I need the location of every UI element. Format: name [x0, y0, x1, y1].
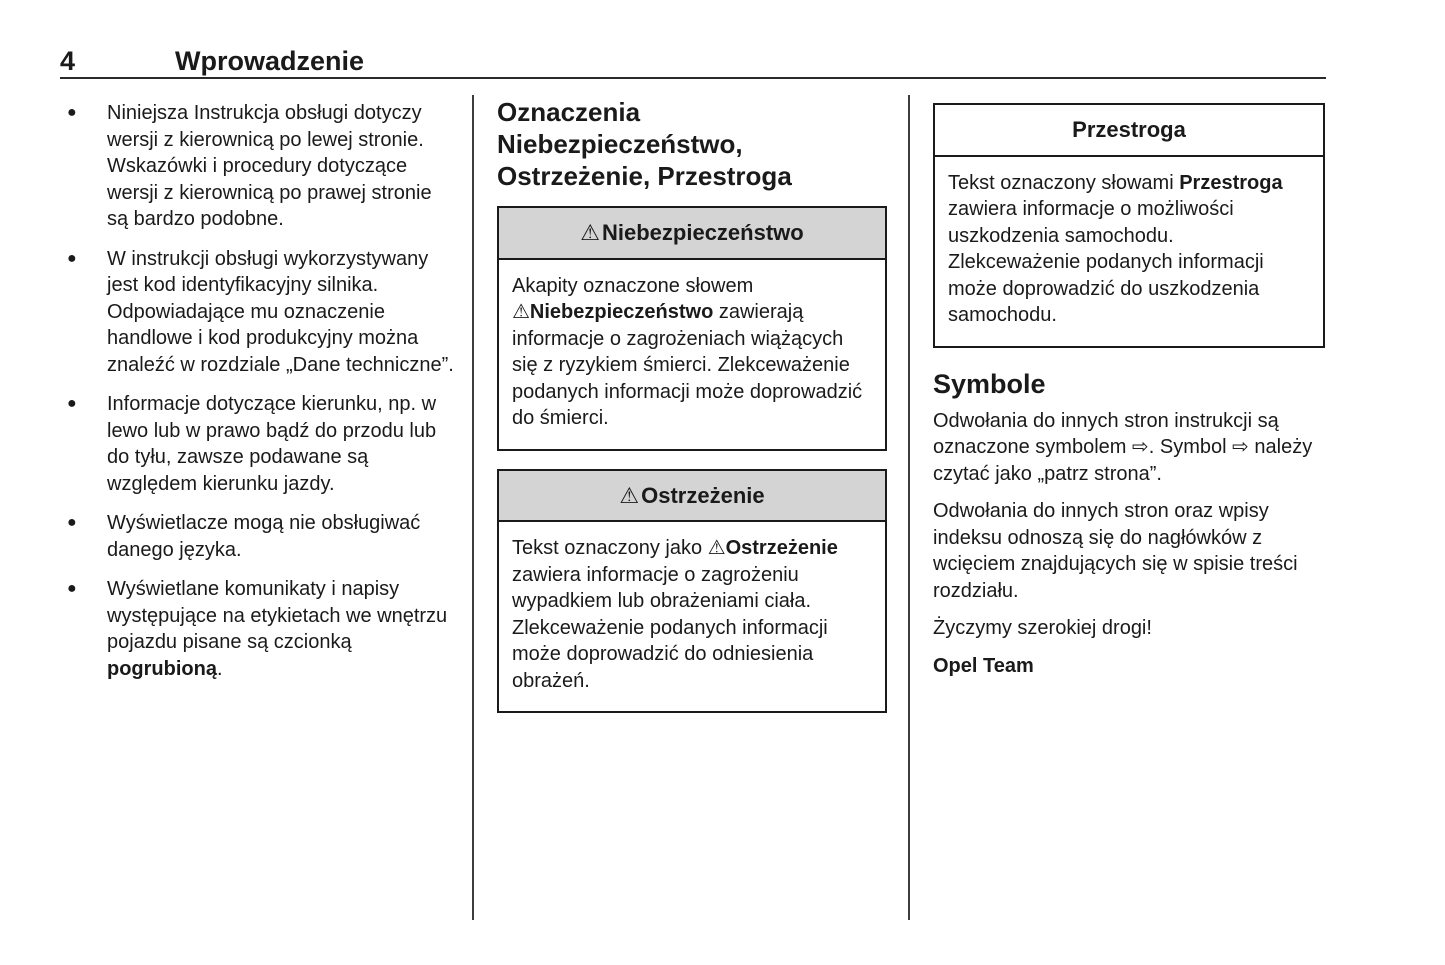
- intro-bullet-list: [60, 100, 456, 682]
- bullet-text: Niniejsza Instrukcja obsługi dotyczy wersji z kierownicą po lewej stronie. Wskazówki i procedury dotyczące wersji z kierownicą po prawej stronie są bardzo podobne.: [107, 102, 432, 230]
- bullet-icon: ●: [67, 249, 77, 267]
- column-symbols: [933, 103, 1325, 679]
- list-item: [60, 510, 456, 563]
- closing-line: Życzymy szerokiej drogi!: [933, 617, 1152, 639]
- warning-box-header: [499, 471, 885, 523]
- symbols-paragraph: Odwołania do innych stron oraz wpisy indeksu odnoszą się do nagłówków z wcięciem znajdujących się w spisie treści rozdziału.: [933, 500, 1298, 602]
- caution-box-body: Tekst oznaczony słowami Przestroga zawiera informacje o możliwości uszkodzenia samochodu. Zlekceważenie podanych informacji może doprowadzić do uszkodzenia samochodu.: [948, 171, 1283, 326]
- bullet-text: Wyświetlacze mogą nie obsługiwać danego języka.: [107, 512, 421, 561]
- bullet-icon: ●: [67, 395, 77, 412]
- list-item: [60, 246, 456, 379]
- signature: Opel Team: [933, 654, 1034, 677]
- bullet-text: W instrukcji obsługi wykorzystywany jest kod identyfikacyjny silnika. Odpowiadające mu oznaczenie handlowe i kod produkcyjny można znaleźć w rozdziale „Dane techniczne”.: [107, 247, 454, 376]
- warning-box-body: Tekst oznaczony jako ⚠Ostrzeżenie zawiera informacje o zagrożeniu wypadkiem lub obrażeniami ciała. Zlekceważenie podanych informacji może doprowadzić do odniesienia obrażeń.: [512, 537, 838, 692]
- bullet-icon: ●: [67, 514, 77, 531]
- header-rule: [60, 77, 1326, 79]
- heading-line: Oznaczenia: [497, 97, 641, 127]
- heading-line: Niebezpieczeństwo,: [497, 129, 743, 159]
- warning-box-title: Ostrzeżenie: [641, 482, 765, 508]
- warning-triangle-icon: ⚠: [619, 482, 640, 508]
- column-designations: [497, 96, 887, 731]
- danger-box-header: [499, 208, 885, 260]
- page-number: 4: [60, 46, 76, 76]
- danger-box-title: Niebezpieczeństwo: [602, 220, 804, 245]
- symbols-heading: Symbole: [933, 368, 1046, 399]
- caution-box-header: [935, 105, 1323, 157]
- bullet-text: Informacje dotyczące kierunku, np. w lewo lub w prawo bądź do przodu lub do tyłu, zawsze podawane są względem kierunku jazdy.: [107, 393, 437, 495]
- danger-box: [497, 206, 887, 451]
- column-separator: [908, 95, 910, 920]
- list-item: [60, 391, 456, 497]
- bullet-icon: ●: [67, 580, 77, 597]
- caution-box-title: Przestroga: [1072, 117, 1186, 142]
- page-title: Wprowadzenie: [175, 46, 365, 76]
- heading-line: Ostrzeżenie, Przestroga: [497, 161, 792, 191]
- list-item: [60, 100, 456, 233]
- warning-triangle-icon: ⚠: [580, 220, 600, 245]
- warning-box: [497, 469, 887, 714]
- list-item: [60, 576, 456, 682]
- danger-box-body: Akapity oznaczone słowem ⚠Niebezpieczeństwo zawierają informacje o zagrożeniach wiążących się z ryzykiem śmierci. Zlekceważenie podanych informacji może doprowadzić do śmierci.: [512, 274, 863, 429]
- bullet-icon: ●: [67, 104, 77, 121]
- column-intro: [60, 100, 456, 695]
- designations-heading: [497, 96, 887, 192]
- symbols-paragraph: Odwołania do innych stron instrukcji są oznaczone symbolem ⇨. Symbol ⇨ należy czytać jako „patrz strona”.: [933, 409, 1313, 485]
- bullet-text: Wyświetlane komunikaty i napisy występujące na etykietach we wnętrzu pojazdu pisane są czcionką pogrubioną.: [107, 578, 448, 680]
- column-separator: [472, 95, 474, 920]
- caution-box: [933, 103, 1325, 348]
